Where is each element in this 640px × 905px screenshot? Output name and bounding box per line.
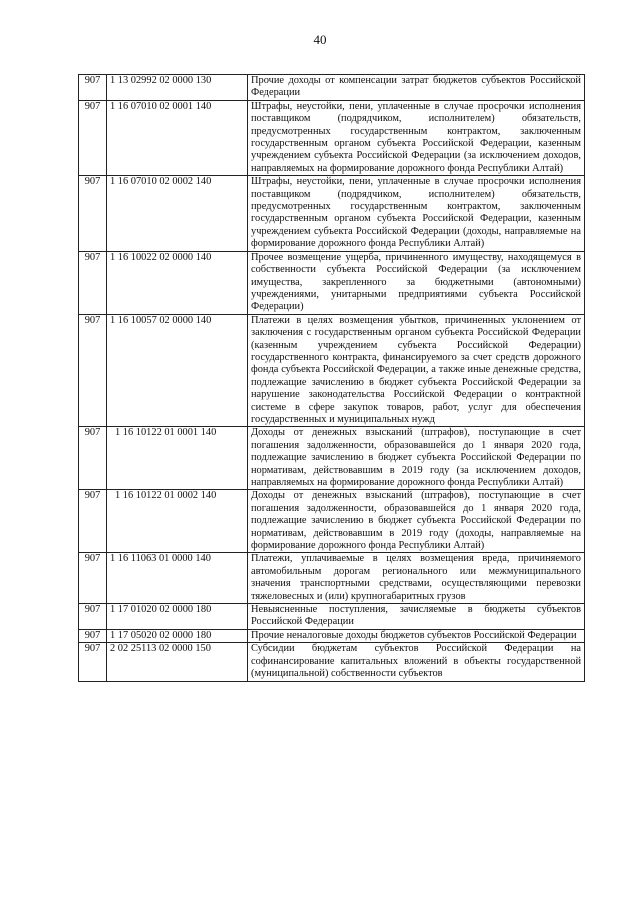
revenue-name-cell: Доходы от денежных взысканий (штрафов), поступающие в счет погашения задолженности, образовавшейся до 1 января 2020 года, подлежащие зачислению в бюджет субъекта Российской Федерации по нормативам, действовавшим в 2019 году (доходы, направляемые на формирование дорожного фонда Республики Алтай) xyxy=(248,490,585,553)
revenue-name-cell: Прочее возмещение ущерба, причиненного имуществу, находящемуся в собственности субъекта Российской Федерации (за исключением имущества, закрепленного за бюджетными (автономными) учреждениями, унитарными предприятиями субъекта Российской Федерации) xyxy=(248,251,585,314)
revenue-name-cell: Платежи, уплачиваемые в целях возмещения вреда, причиняемого автомобильным дорогам регионального или межмуниципального значения транспортными средствами, осуществляющими перевозки тяжеловесных и (или) крупногабаритных грузов xyxy=(248,553,585,604)
admin-code-cell: 907 xyxy=(79,176,107,251)
admin-code-cell: 907 xyxy=(79,604,107,630)
admin-code-cell: 907 xyxy=(79,490,107,553)
budget-code-cell: 1 17 05020 02 0000 180 xyxy=(107,629,248,642)
revenue-classification-table xyxy=(78,74,585,682)
admin-code-cell: 907 xyxy=(79,314,107,427)
table-row xyxy=(79,629,585,642)
revenue-name-cell: Платежи в целях возмещения убытков, причиненных уклонением от заключения с государственным органом субъекта Российской Федерации (казенным учреждением субъекта Российской Федерации) государственного контракта, финансируемого за счет средств дорожного фонда субъекта Российской Федерации, а также иные денежные средства, подлежащие зачислению в бюджет субъекта Российской Федерации за нарушение законодательства Российской Федерации о контрактной системе в сфере закупок товаров, работ, услуг для обеспечения государственных и муниципальных нужд xyxy=(248,314,585,427)
revenue-name-cell: Штрафы, неустойки, пени, уплаченные в случае просрочки исполнения поставщиком (подрядчиком, исполнителем) обязательств, предусмотренных государственным контрактом, заключенным государственным органом субъекта Российской Федерации, казенным учреждением субъекта Российской Федерации (доходы, направляемые на формирование дорожного фонда Республики Алтай) xyxy=(248,176,585,251)
table-row xyxy=(79,75,585,101)
budget-code-cell: 1 16 10122 01 0002 140 xyxy=(107,490,248,553)
budget-code-cell: 1 16 10022 02 0000 140 xyxy=(107,251,248,314)
revenue-name-cell: Прочие доходы от компенсации затрат бюджетов субъектов Российской Федерации xyxy=(248,75,585,101)
page-number: 40 xyxy=(313,32,327,47)
budget-code-cell: 1 16 10057 02 0000 140 xyxy=(107,314,248,427)
table-row xyxy=(79,427,585,490)
table-row xyxy=(79,100,585,175)
admin-code-cell: 907 xyxy=(79,100,107,175)
admin-code-cell: 907 xyxy=(79,251,107,314)
revenue-name-cell: Доходы от денежных взысканий (штрафов), поступающие в счет погашения задолженности, образовавшейся до 1 января 2020 года, подлежащие зачислению в бюджет субъекта Российской Федерации по нормативам, действовавшим в 2019 году (за исключением доходов, направляемых на формирование дорожного фонда Республики Алтай) xyxy=(248,427,585,490)
budget-code-cell: 1 16 07010 02 0001 140 xyxy=(107,100,248,175)
budget-code-cell: 1 16 10122 01 0001 140 xyxy=(107,427,248,490)
table-row xyxy=(79,490,585,553)
admin-code-cell: 907 xyxy=(79,75,107,101)
table-row xyxy=(79,176,585,251)
admin-code-cell: 907 xyxy=(79,643,107,681)
admin-code-cell: 907 xyxy=(79,553,107,604)
budget-code-cell: 1 13 02992 02 0000 130 xyxy=(107,75,248,101)
revenue-name-cell: Субсидии бюджетам субъектов Российской Федерации на софинансирование капитальных вложений в объекты государственной (муниципальной) собственности субъектов xyxy=(248,643,585,681)
budget-code-cell: 1 17 01020 02 0000 180 xyxy=(107,604,248,630)
budget-code-cell: 2 02 25113 02 0000 150 xyxy=(107,643,248,681)
table-row xyxy=(79,604,585,630)
admin-code-cell: 907 xyxy=(79,427,107,490)
revenue-name-cell: Штрафы, неустойки, пени, уплаченные в случае просрочки исполнения поставщиком (подрядчиком, исполнителем) обязательств, предусмотренных государственным контрактом, заключенным государственным органом субъекта Российской Федерации, казенным учреждением субъекта Российской Федерации (за исключением доходов, направляемых на формирование дорожного фонда Республики Алтай) xyxy=(248,100,585,175)
table-row xyxy=(79,643,585,681)
table-row xyxy=(79,251,585,314)
budget-code-cell: 1 16 07010 02 0002 140 xyxy=(107,176,248,251)
revenue-name-cell: Невыясненные поступления, зачисляемые в бюджеты субъектов Российской Федерации xyxy=(248,604,585,630)
budget-code-cell: 1 16 11063 01 0000 140 xyxy=(107,553,248,604)
table-row xyxy=(79,314,585,427)
admin-code-cell: 907 xyxy=(79,629,107,642)
revenue-name-cell: Прочие неналоговые доходы бюджетов субъектов Российской Федерации xyxy=(248,629,585,642)
table-row xyxy=(79,553,585,604)
